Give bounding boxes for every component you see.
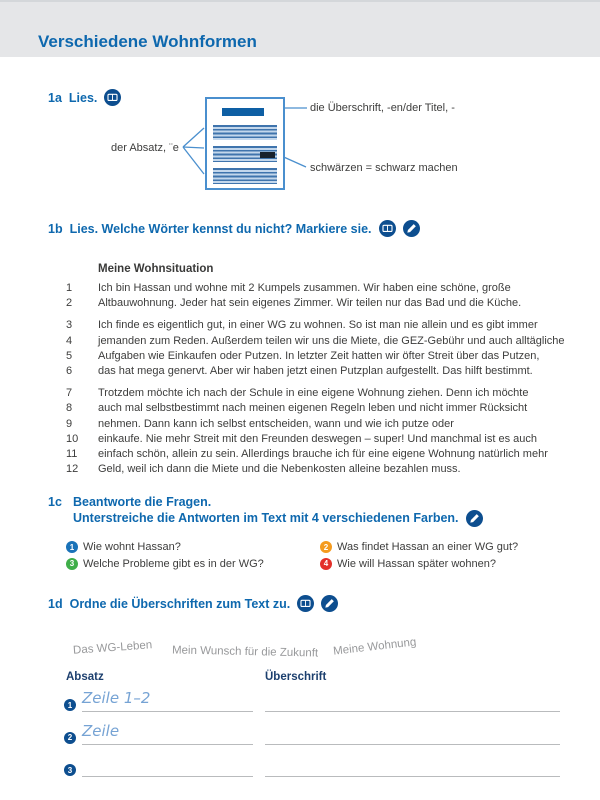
line-number: 12 xyxy=(66,463,79,476)
doc-title-bar xyxy=(222,108,264,116)
text-line xyxy=(0,432,600,447)
line-number: 4 xyxy=(66,334,73,347)
page-title: Verschiedene Wohnformen xyxy=(38,32,257,51)
question-item xyxy=(320,541,576,553)
question-item xyxy=(66,558,320,570)
line-text: das hat mega genervt. Aber wir haben jetzt einen Putzplan aufgestellt. Das hilft bestimmt. xyxy=(98,364,533,377)
question-list xyxy=(66,541,576,570)
line-text: Geld, weil ich dann die Miete und die Nebenkosten alleine bezahlen muss. xyxy=(98,463,461,476)
line-number: 5 xyxy=(66,349,73,362)
doc-paragraph-3 xyxy=(213,168,277,184)
doc-paragraph-2 xyxy=(213,146,277,162)
line-text: Aufgaben wie Einkaufen oder Putzen. In letzter Zeit hatten wir öfter Streit über das Putzen, xyxy=(98,349,540,362)
label-blacken-vocab: schwärzen = schwarz machen xyxy=(310,162,458,174)
task-number: 1b xyxy=(48,221,63,236)
question-number-badge: 2 xyxy=(320,541,332,553)
text-structure-diagram xyxy=(0,90,600,202)
connector-lines xyxy=(0,90,600,202)
label-paragraph-vocab: der Absatz, ¨e xyxy=(111,142,179,154)
task-instruction-line2: Unterstreiche die Antworten im Text mit 4 verschiedenen Farben. xyxy=(73,511,459,525)
matching-row xyxy=(0,690,600,723)
text-line xyxy=(0,364,600,379)
heading-options xyxy=(0,628,600,670)
question-number-badge: 1 xyxy=(66,541,78,553)
row-number-badge: 3 xyxy=(64,764,76,776)
text-line xyxy=(0,417,600,432)
text-line xyxy=(0,281,600,296)
task-1c-header xyxy=(48,494,483,526)
row-number-badge: 2 xyxy=(64,732,76,744)
task-instruction: Lies. xyxy=(68,90,98,105)
line-text: Altbauwohnung. Jeder hat sein eigenes Zimmer. Wir teilen nur das Bad und die Küche. xyxy=(98,297,522,310)
heading-option[interactable]: Das WG-Leben xyxy=(72,639,153,657)
line-number: 1 xyxy=(66,282,73,294)
line-number: 3 xyxy=(66,319,73,332)
line-number: 2 xyxy=(66,297,73,310)
matching-row xyxy=(0,755,600,788)
row-number-badge: 1 xyxy=(64,699,76,711)
task-instruction: Ordne die Überschriften zum Text zu. xyxy=(69,596,291,611)
ueberschrift-answer-field[interactable] xyxy=(265,722,560,745)
line-text: einkaufe. Nie mehr Streit mit den Freunden deswegen – super! Und manchmal ist es auch xyxy=(98,432,538,445)
question-number-badge: 3 xyxy=(66,558,78,570)
book-icon xyxy=(297,595,314,612)
line-number: 10 xyxy=(66,432,79,445)
question-text: Was findet Hassan an einer WG gut? xyxy=(337,541,519,553)
reading-text xyxy=(0,281,600,477)
line-text: Trotzdem möchte ich nach der Schule in eine eigene Wohnung ziehen. Denn ich möchte xyxy=(98,387,529,400)
text-line xyxy=(0,462,600,477)
column-header-absatz: Absatz xyxy=(66,671,104,683)
text-line xyxy=(0,447,600,462)
text-line xyxy=(0,386,600,401)
task-number: 1d xyxy=(48,596,63,611)
ueberschrift-answer-field[interactable] xyxy=(265,689,560,712)
question-number-badge: 4 xyxy=(320,558,332,570)
line-text: Ich bin Hassan und wohne mit 2 Kumpels zusammen. Wir haben eine schöne, große xyxy=(98,282,511,294)
line-number: 7 xyxy=(66,387,73,400)
text-line xyxy=(0,401,600,416)
ueberschrift-answer-field[interactable] xyxy=(265,754,560,777)
pencil-icon xyxy=(403,220,420,237)
line-text: einfach schön, allein zu sein. Allerdings brauche ich für eine eigene Wohnung natürlich mehr xyxy=(98,447,548,460)
line-number: 11 xyxy=(66,447,78,460)
reading-title: Meine Wohnsituation xyxy=(98,263,214,275)
document-illustration xyxy=(205,97,285,190)
text-line xyxy=(0,318,600,333)
absatz-answer-field[interactable] xyxy=(82,754,253,777)
book-icon xyxy=(379,220,396,237)
question-text: Welche Probleme gibt es in der WG? xyxy=(83,557,264,570)
question-item xyxy=(66,541,320,553)
pencil-icon xyxy=(466,510,483,527)
matching-rows xyxy=(0,690,600,788)
doc-paragraph-1 xyxy=(213,125,277,140)
line-number: 9 xyxy=(66,417,73,430)
task-1d-header xyxy=(48,595,338,612)
line-text: Ich finde es eigentlich gut, in einer WG zu wohnen. So ist man nie allein und es gibt immer xyxy=(98,319,538,332)
line-text: jemanden zum Reden. Außerdem teilen wir uns die Miete, die GEZ-Gebühr und auch alltägliche xyxy=(98,334,565,347)
page-header xyxy=(0,0,600,57)
absatz-answer-field[interactable]: Zeile 1–2 xyxy=(82,689,253,712)
question-item xyxy=(320,558,576,570)
pencil-icon xyxy=(321,595,338,612)
line-number: 6 xyxy=(66,364,73,377)
task-number: 1c xyxy=(48,495,62,509)
question-text: Wie wohnt Hassan? xyxy=(83,541,181,553)
task-1b-header xyxy=(48,220,420,237)
task-instruction: Lies. Welche Wörter kennst du nicht? Markiere sie. xyxy=(69,221,372,236)
text-line xyxy=(0,334,600,349)
blackened-word xyxy=(260,152,275,158)
question-text: Wie will Hassan später wohnen? xyxy=(337,557,496,570)
heading-option[interactable]: Mein Wunsch für die Zukunft xyxy=(171,644,319,660)
column-header-ueberschrift: Überschrift xyxy=(265,671,327,683)
line-number: 8 xyxy=(66,402,73,415)
heading-option[interactable]: Meine Wohnung xyxy=(332,636,417,658)
text-line xyxy=(0,296,600,311)
task-number: 1a xyxy=(48,90,62,105)
line-text: auch mal selbstbestimmt nach meinen eigenen Regeln leben und nicht immer Rücksicht xyxy=(98,402,528,415)
text-line xyxy=(0,349,600,364)
label-heading-vocab: die Überschrift, -en/der Titel, - xyxy=(310,102,455,114)
matching-row xyxy=(0,723,600,756)
line-text: nehmen. Dann kann ich selbst entscheiden, wann und wie ich putze oder xyxy=(98,417,454,430)
task-instruction-line1: Beantworte die Fragen. xyxy=(73,495,212,509)
absatz-answer-field[interactable]: Zeile xyxy=(82,722,253,745)
